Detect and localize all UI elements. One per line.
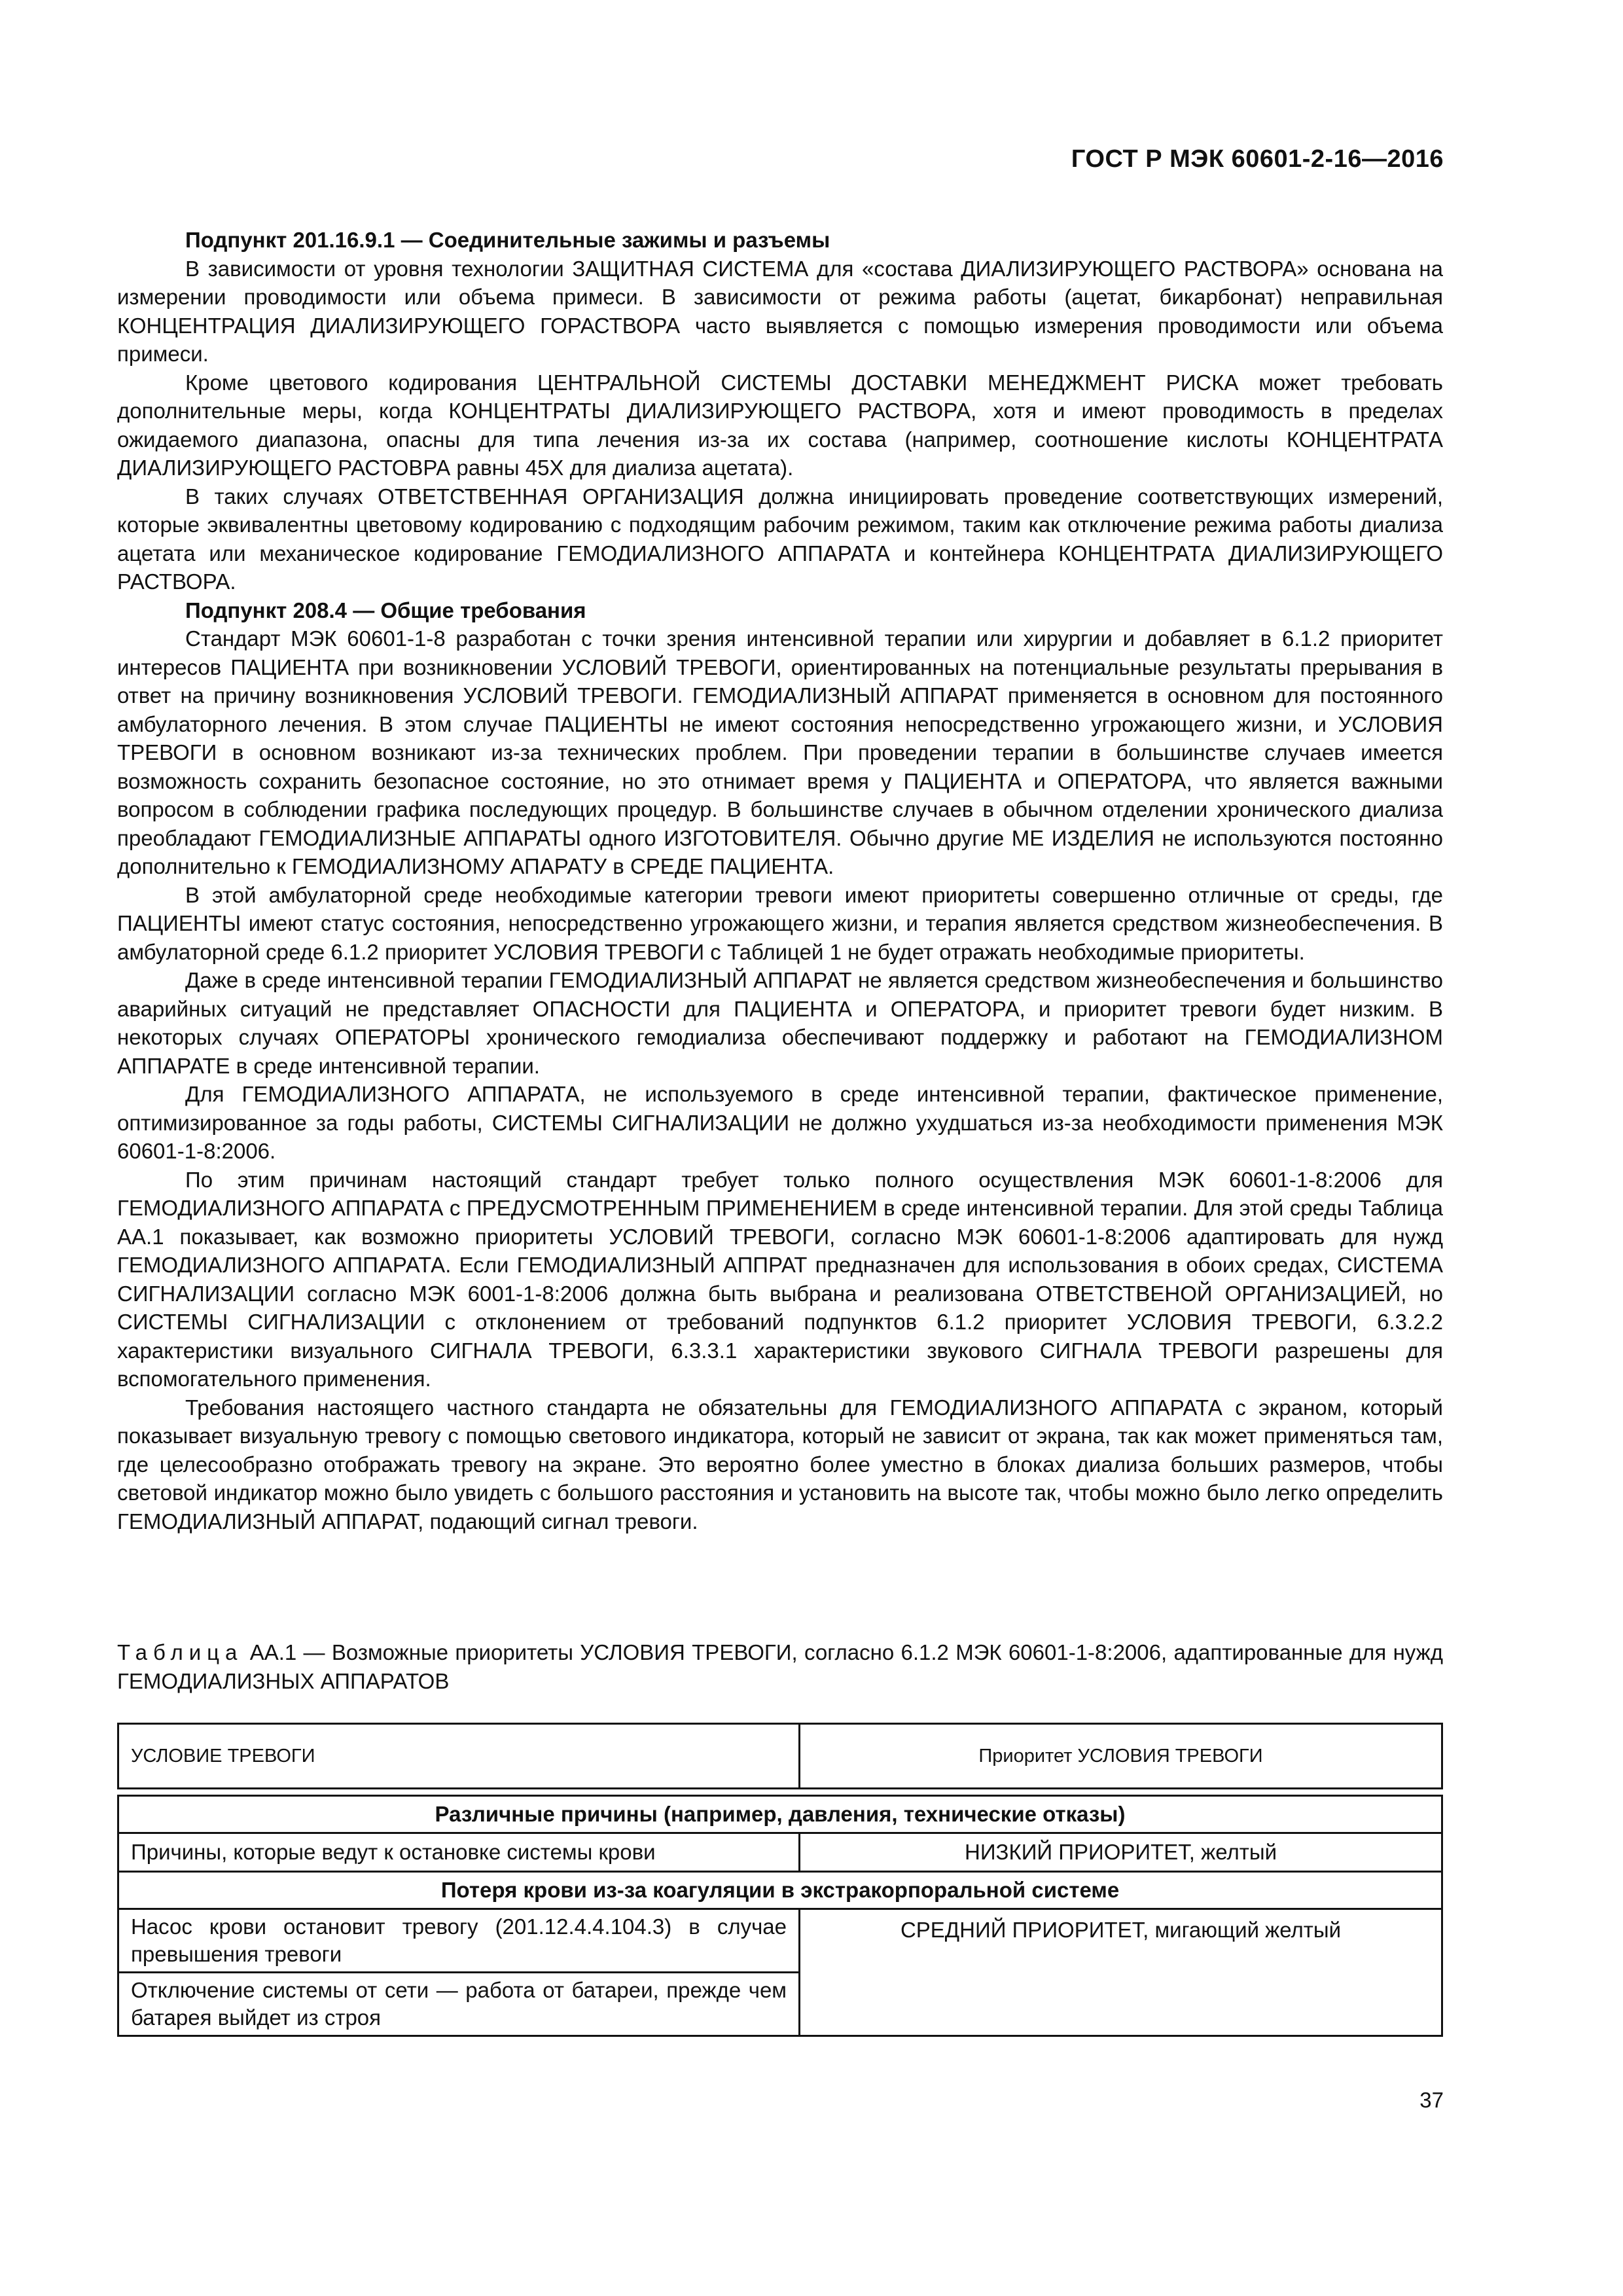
table-caption — [117, 1638, 1443, 1695]
table-row — [118, 1833, 1442, 1872]
document-header: ГОСТ Р МЭК 60601-2-16—2016 — [1071, 145, 1444, 173]
paragraph: Стандарт МЭК 60601-1-8 разработан с точки зрения интенсивной терапии или хирургии и добавляет в 6.1.2 приоритет интересов ПАЦИЕНТА при возникновении УСЛОВИЙ ТРЕВОГИ, ориентированных на потенциальные результаты прерывания в ответ на причину возникновения УСЛОВИЙ ТРЕВОГИ. ГЕМОДИАЛИЗНЫЙ АППАРАТ применяется в основном для постоянного амбулаторного лечения. В этом случае ПАЦИЕНТЫ не имеют состояния непосредственно угрожающего жизни, и УСЛОВИЯ ТРЕВОГИ в основном возникают из-за технических проблем. При проведении терапии в большинстве случаев имеется возможность сохранить безопасное состояние, но это отнимает время у ПАЦИЕНТА и ОПЕРАТОРА, что является важными вопросом в соблюдении графика последующих процедур. В большинстве случаев в обычном отделении хронического диализа преобладают ГЕМОДИАЛИЗНЫЕ АППАРАТЫ одного ИЗГОТОВИТЕЛЯ. Обычно другие МЕ ИЗДЕЛИЯ не используются постоянно дополнительно к ГЕМОДИАЛИЗНОМУ АПАРАТУ в СРЕДЕ ПАЦИЕНТА. — [117, 626, 1443, 878]
page-number: 37 — [1419, 2088, 1444, 2112]
column-header-condition: УСЛОВИЕ ТРЕВОГИ — [118, 1724, 800, 1789]
paragraph: По этим причинам настоящий стандарт требует только полного осуществления МЭК 60601-1-8:2006 для ГЕМОДИАЛИЗНОГО АППАРАТА с ПРЕДУСМОТРЕННЫМ ПРИМЕНЕНИЕМ в среде интенсивной терапии. Для этой среды Таблица АА.1 показывает, как возможно приоритеты УСЛОВИЙ ТРЕВОГИ, согласно МЭК 60601-1-8:2006 адаптировать для нужд ГЕМОДИАЛИЗНОГО АППАРАТА. Если ГЕМОДИАЛИЗНЫЙ АППРАТ предназначен для использования в обоих средах, СИСТЕМА СИГНАЛИЗАЦИИ согласно МЭК 6001-1-8:2006 должна быть выбрана и реализована ОТВЕТСТВЕНОЙ ОРГАНИЗАЦИЕЙ, но СИСТЕМЫ СИГНАЛИЗАЦИИ с отклонением от требований подпунктов 6.1.2 приоритет УСЛОВИЯ ТРЕВОГИ, 6.3.2.2 характеристики визуального СИГНАЛА ТРЕВОГИ, 6.3.3.1 характеристики звукового СИГНАЛА ТРЕВОГИ разрешены для вспомогательного применения. — [117, 1167, 1443, 1391]
section-heading: Подпункт 208.4 — Общие требования — [185, 598, 586, 622]
table-section-title: Потеря крови из-за коагуляции в экстракорпоральной системе — [118, 1872, 1442, 1909]
table-header-row — [118, 1724, 1442, 1789]
alarm-priority-table — [117, 1723, 1443, 2037]
table-section-row — [118, 1872, 1442, 1909]
paragraph: Для ГЕМОДИАЛИЗНОГО АППАРАТА, не используемого в среде интенсивной терапии, фактическое применение, оптимизированное за годы работы, СИСТЕМЫ СИГНАЛИЗАЦИИ не должно ухудшаться из-за необходимости применения МЭК 60601-1-8:2006. — [117, 1082, 1443, 1163]
table-cell-condition: Насос крови остановит тревогу (201.12.4.4.104.3) в случае превышения тревоги — [118, 1909, 800, 1973]
paragraph: В зависимости от уровня технологии ЗАЩИТНАЯ СИСТЕМА для «состава ДИАЛИЗИРУЮЩЕГО РАСТВОРА» основана на измерении проводимости или объема примеси. В зависимости от режима работы (ацетат, бикарбонат) неправильная КОНЦЕНТРАЦИЯ ДИАЛИЗИРУЮЩЕГО ГОРАСТВОРА часто выявляется с помощью измерения проводимости или объема примеси. — [117, 256, 1443, 366]
column-header-priority: Приоритет УСЛОВИЯ ТРЕВОГИ — [800, 1724, 1442, 1789]
table-caption-label: Таблица — [117, 1640, 243, 1664]
paragraph: В этой амбулаторной среде необходимые категории тревоги имеют приоритеты совершенно отличные от среды, где ПАЦИЕНТЫ имеют статус состояния, непосредственно угрожающего жизни, и терапия является средством жизнеобеспечения. В амбулаторной среде 6.1.2 приоритет УСЛОВИЯ ТРЕВОГИ с Таблицей 1 не будет отражать необходимые приоритеты. — [117, 882, 1443, 964]
table-cell-condition: Отключение системы от сети — работа от батареи, прежде чем батарея выйдет из строя — [118, 1973, 800, 2036]
paragraph: Кроме цветового кодирования ЦЕНТРАЛЬНОЙ СИСТЕМЫ ДОСТАВКИ МЕНЕДЖМЕНТ РИСКА может требовать дополнительные меры, когда КОНЦЕНТРАТЫ ДИАЛИЗИРУЮЩЕГО РАСТВОРА, хотя и имеют проводимость в пределах ожидаемого диапазона, опасны для типа лечения из-за их состава (например, соотношение кислоты КОНЦЕНТРАТА ДИАЛИЗИРУЮЩЕГО РАСТОВРА равны 45Х для диализа ацетата). — [117, 370, 1443, 480]
table-row — [118, 1909, 1442, 1973]
table-section-title: Различные причины (например, давления, технические отказы) — [118, 1796, 1442, 1833]
table-caption-text: АА.1 — Возможные приоритеты УСЛОВИЯ ТРЕВОГИ, согласно 6.1.2 МЭК 60601-1-8:2006, адаптированные для нужд ГЕМОДИАЛИЗНЫХ АППАРАТОВ — [117, 1640, 1443, 1693]
table-cell-condition: Причины, которые ведут к остановке системы крови — [118, 1833, 800, 1872]
section-heading: Подпункт 201.16.9.1 — Соединительные зажимы и разъемы — [185, 228, 830, 252]
document-body — [117, 226, 1443, 1535]
table-cell-priority: СРЕДНИЙ ПРИОРИТЕТ, мигающий желтый — [800, 1909, 1442, 2036]
table-separator — [118, 1789, 1442, 1796]
paragraph: Требования настоящего частного стандарта не обязательны для ГЕМОДИАЛИЗНОГО АППАРАТА с экраном, который показывает визуальную тревогу с помощью светового индикатора, который не зависит от экрана, так как может применяться там, где целесообразно отображать тревогу на экране. Это вероятно более уместно в блоках диализа больших размеров, чтобы световой индикатор можно было увидеть с большого расстояния и установить на высоте так, чтобы можно было легко определить ГЕМОДИАЛИЗНЫЙ АППАРАТ, подающий сигнал тревоги. — [117, 1395, 1443, 1534]
table-section-row — [118, 1796, 1442, 1833]
paragraph: Даже в среде интенсивной терапии ГЕМОДИАЛИЗНЫЙ АППАРАТ не является средством жизнеобеспечения и большинство аварийных ситуаций не представляет ОПАСНОСТИ для ПАЦИЕНТА и ОПЕРАТОРА, и приоритет тревоги будет низким. В некоторых случаях ОПЕРАТОРЫ хронического гемодиализа обеспечивают поддержку и работают на ГЕМОДИАЛИЗНОМ АППАРАТЕ в среде интенсивной терапии. — [117, 968, 1443, 1078]
paragraph: В таких случаях ОТВЕТСТВЕННАЯ ОРГАНИЗАЦИЯ должна инициировать проведение соответствующих измерений, которые эквивалентны цветовому кодированию с подходящим рабочим режимом, таким как отключение режима работы диализа ацетата или механическое кодирование ГЕМОДИАЛИЗНОГО АППАРАТА и контейнера КОНЦЕНТРАТА ДИАЛИЗИРУЮЩЕГО РАСТВОРА. — [117, 484, 1443, 594]
table-cell-priority: НИЗКИЙ ПРИОРИТЕТ, желтый — [800, 1833, 1442, 1872]
